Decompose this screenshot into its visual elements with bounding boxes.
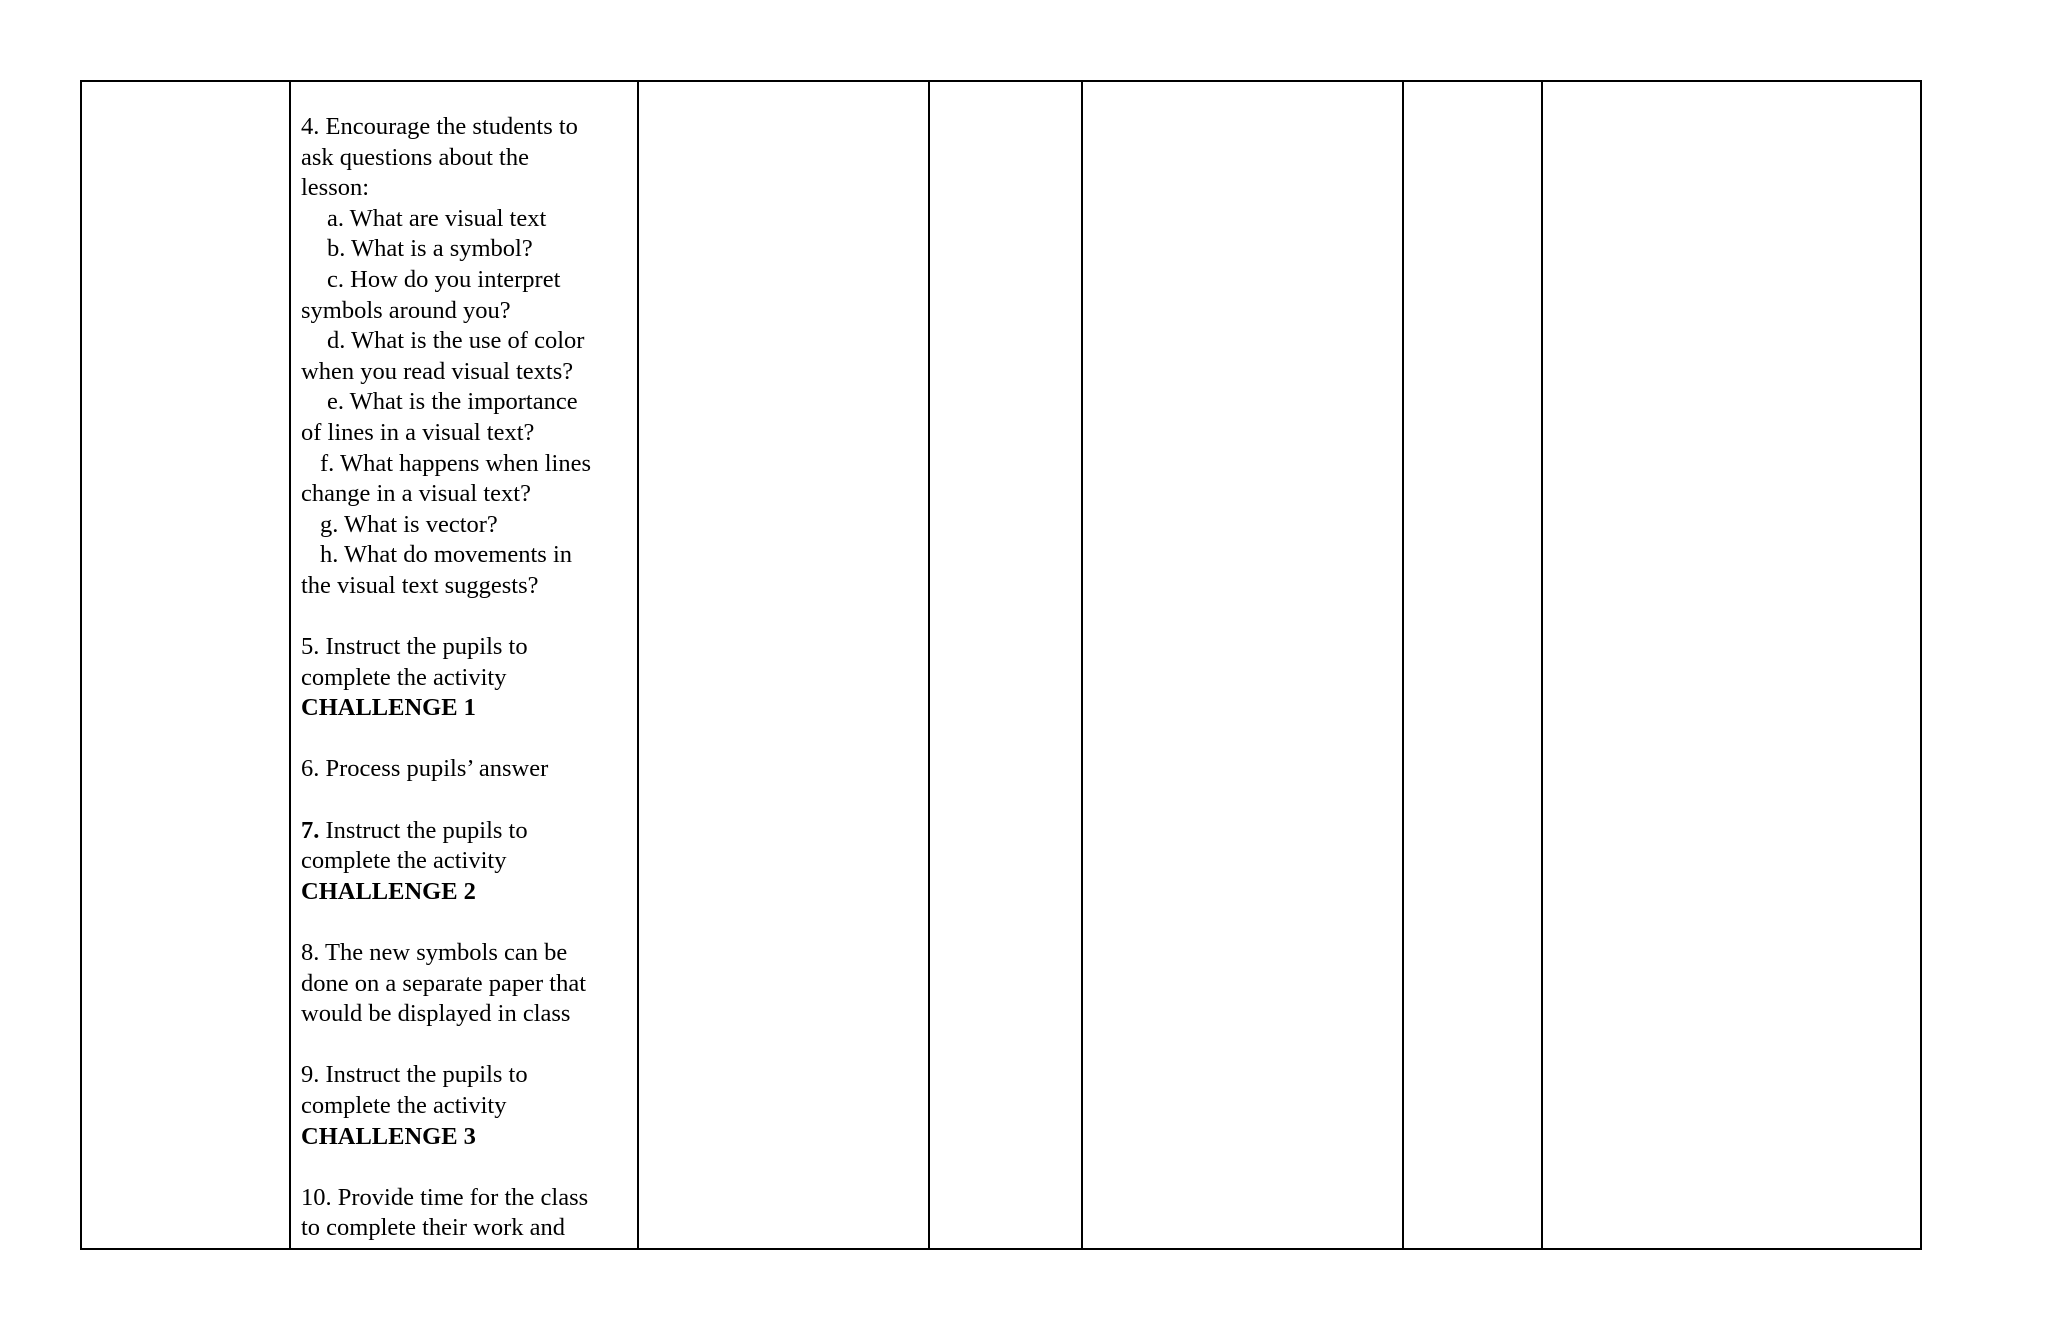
step-9-line-1: 9. Instruct the pupils to [301,1061,528,1089]
table-cell-1 [81,81,290,1249]
question-e-line-1: e. What is the importance [327,388,578,416]
table-cell-3 [638,81,929,1249]
step-8-line-1: 8. The new symbols can be [301,939,568,967]
lesson-plan-table [80,80,1922,1250]
question-c-line-1: c. How do you interpret [327,265,561,293]
step-4-line-2: ask questions about the [301,143,529,171]
challenge-3-label: CHALLENGE 3 [301,1122,476,1150]
step-7-line-2: complete the activity [301,847,507,875]
question-f-line-1: f. What happens when lines [320,449,592,477]
spacer [301,1030,629,1061]
question-e-line-2: of lines in a visual text? [301,418,535,446]
spacer [301,1152,629,1183]
step-10-line-1: 10. Provide time for the class [301,1183,589,1211]
table-cell-6 [1403,81,1542,1249]
table-cell-4 [929,81,1082,1249]
step-8-line-3: would be displayed in class [301,1000,571,1028]
table-cell-5 [1082,81,1403,1249]
question-f-line-2: change in a visual text? [301,480,531,508]
spacer [301,907,629,938]
step-6-line-1: 6. Process pupils’ answer [301,755,549,783]
question-h-line-1: h. What do movements in [320,541,572,569]
step-7-number: 7. [301,816,320,844]
question-d-line-1: d. What is the use of color [327,327,585,355]
step-9-line-2: complete the activity [301,1092,507,1119]
step-8-line-2: done on a separate paper that [301,969,587,997]
step-7-line-1 [301,816,629,847]
spacer [301,785,629,816]
challenge-1-label: CHALLENGE 1 [301,694,476,722]
question-c-line-2: symbols around you? [301,296,511,324]
step-5-line-2: complete the activity [301,663,507,691]
question-a: a. What are visual text [327,204,547,232]
step-4-line-1: 4. Encourage the students to [301,113,578,140]
table-cell-7 [1542,81,1921,1249]
step-4-line-3: lesson: [301,174,370,202]
procedure-text [291,82,637,1248]
table-row [81,81,1921,1249]
challenge-2-label: CHALLENGE 2 [301,877,476,905]
spacer [301,602,629,633]
procedure-cell [290,81,638,1249]
question-b: b. What is a symbol? [327,235,533,263]
question-g: g. What is vector? [320,510,498,538]
step-5-line-1: 5. Instruct the pupils to [301,633,528,661]
step-10-line-2: to complete their work and [301,1214,565,1242]
spacer [301,724,629,755]
question-h-line-2: the visual text suggests? [301,571,539,599]
step-7-line-1-text: Instruct the pupils to [319,816,528,844]
question-d-line-2: when you read visual texts? [301,357,574,385]
